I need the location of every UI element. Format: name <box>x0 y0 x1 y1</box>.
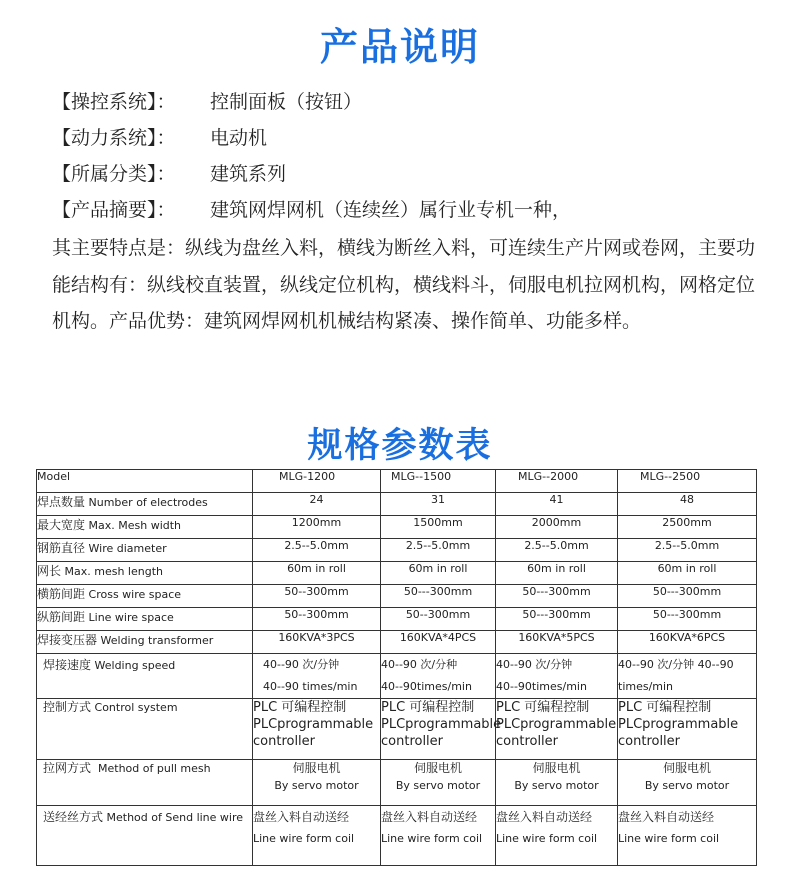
table-row <box>37 562 757 585</box>
table-cell-line: By servo motor <box>274 779 359 792</box>
spec-item-category <box>52 156 762 192</box>
table-row <box>37 493 757 516</box>
table-cell-line: Line wire form coil <box>618 832 720 845</box>
table-cell-line: 盘丝入料自动送经 <box>618 810 715 824</box>
spec-value: 控制面板（按钮） <box>210 91 363 113</box>
table-cell: 50--300mm <box>253 608 381 631</box>
row-label-en: Cross wire space <box>88 588 182 601</box>
table-cell-line: PLCprogrammable <box>496 717 617 732</box>
table-cell-line: controller <box>381 734 444 749</box>
spec-list <box>52 84 762 228</box>
row-label-en: Welding transformer <box>100 634 214 647</box>
table-cell: 2.5--5.0mm <box>496 539 618 562</box>
table-cell-line: PLC 可编程控制 <box>253 700 347 715</box>
table-cell: 50---300mm <box>496 608 618 631</box>
spec-item-control-system <box>52 84 762 120</box>
table-cell-line: 伺服电机 <box>292 761 341 775</box>
table-cell: 60m in roll <box>496 562 618 585</box>
row-label-en: Max. Mesh width <box>88 519 182 532</box>
spec-label: 【操控系统】： <box>52 91 176 113</box>
table-cell: 50--300mm <box>253 585 381 608</box>
table-cell: 160KVA*5PCS <box>496 631 618 654</box>
row-label-zh: 焊接变压器 <box>37 633 98 647</box>
table-cell-line: controller <box>253 734 316 749</box>
table-cell: 50---300mm <box>618 608 757 631</box>
row-label-en: Welding speed <box>94 659 176 672</box>
table-cell-line: 盘丝入料自动送经 <box>496 810 593 824</box>
spec-item-summary <box>52 192 762 228</box>
spec-label: 【动力系统】： <box>52 127 176 149</box>
table-cell: 24 <box>253 493 381 516</box>
table-cell: 160KVA*6PCS <box>618 631 757 654</box>
row-label-en: Wire diameter <box>88 542 167 555</box>
table-cell-line: PLC 可编程控制 <box>496 700 590 715</box>
table-cell: 2.5--5.0mm <box>253 539 381 562</box>
table-cell: 50---300mm <box>496 585 618 608</box>
table-header-row <box>37 470 757 493</box>
table-title: 规格参数表 <box>307 426 493 466</box>
table-cell-line: 40--90 次/分钟 <box>496 658 573 671</box>
row-label-zh: 钢筋直径 <box>37 541 86 555</box>
header-mlg-1200: MLG-1200 <box>253 470 381 493</box>
table-cell-line: controller <box>496 734 559 749</box>
row-label-zh: 送经丝方式 <box>43 810 104 824</box>
spec-table <box>36 469 757 866</box>
table-cell: 2500mm <box>618 516 757 539</box>
header-mlg-2000: MLG--2000 <box>496 470 618 493</box>
table-cell-line: times/min <box>618 680 674 693</box>
table-cell-line: 40--90times/min <box>496 680 587 693</box>
table-cell-line: 40--90 times/min <box>263 680 358 693</box>
table-cell-line: By servo motor <box>514 779 599 792</box>
row-label-zh: 网长 <box>37 564 62 578</box>
table-cell: 1200mm <box>253 516 381 539</box>
table-cell: 160KVA*3PCS <box>253 631 381 654</box>
table-row <box>37 608 757 631</box>
table-cell: 2000mm <box>496 516 618 539</box>
table-cell-line: 40--90 次/分钟 40--90 <box>618 658 734 671</box>
table-cell: 48 <box>618 493 757 516</box>
spec-value: 电动机 <box>210 127 268 149</box>
table-row <box>37 516 757 539</box>
spec-label: 【产品摘要】： <box>52 199 176 221</box>
table-cell-line: 40--90 次/分钟 <box>263 658 340 671</box>
table-cell-line: Line wire form coil <box>496 832 598 845</box>
row-label-en: Method of pull mesh <box>98 762 211 775</box>
table-cell-line: By servo motor <box>395 779 481 792</box>
table-row-welding-speed <box>37 654 757 699</box>
table-cell-line: 伺服电机 <box>413 761 462 775</box>
table-cell-line: PLCprogrammable <box>381 717 502 732</box>
table-cell-line: 盘丝入料自动送经 <box>253 810 350 824</box>
table-cell: 2.5--5.0mm <box>381 539 496 562</box>
table-cell-line: Line wire form coil <box>381 832 483 845</box>
row-label-zh: 拉网方式 <box>43 761 92 775</box>
table-cell-line: PLC 可编程控制 <box>381 700 475 715</box>
spec-value: 建筑网焊网机（连续丝）属行业专机一种， <box>210 199 572 221</box>
table-cell-line: 伺服电机 <box>662 761 711 775</box>
table-row-control-system <box>37 699 757 760</box>
header-mlg-2500: MLG--2500 <box>618 470 757 493</box>
table-row <box>37 585 757 608</box>
page-title: 产品说明 <box>319 25 480 69</box>
row-label-zh: 最大宽度 <box>37 518 86 532</box>
table-cell-line: PLCprogrammable <box>253 717 374 732</box>
table-cell: 1500mm <box>381 516 496 539</box>
row-label-zh: 焊点数量 <box>37 495 86 509</box>
table-cell-line: 40--90 次/分种 <box>381 658 458 671</box>
table-cell-line: Line wire form coil <box>253 832 355 845</box>
table-row <box>37 539 757 562</box>
row-label-en: Line wire space <box>88 611 174 624</box>
table-cell: 160KVA*4PCS <box>381 631 496 654</box>
row-label-zh: 焊接速度 <box>43 658 92 672</box>
table-cell-line: 40--90times/min <box>381 680 472 693</box>
table-cell-line: controller <box>618 734 681 749</box>
product-description: 其主要特点是：纵线为盘丝入料，横线为断丝入料，可连续生产片网或卷网，主要功能结构有：纵线校直装置，纵线定位机构，横线料斗，伺服电机拉网机构，网格定位机构。产品优势：建筑网焊网机机械结构紧凑、操作简单、功能多样。 <box>52 237 756 332</box>
spec-item-power-system <box>52 120 762 156</box>
table-cell: 60m in roll <box>253 562 381 585</box>
table-cell: 50---300mm <box>618 585 757 608</box>
table-cell: 60m in roll <box>618 562 757 585</box>
table-row-pull-mesh <box>37 760 757 806</box>
table-row <box>37 631 757 654</box>
row-label-en: Method of Send line wire <box>106 811 244 824</box>
table-cell: 60m in roll <box>381 562 496 585</box>
header-mlg-1500: MLG--1500 <box>381 470 496 493</box>
table-cell: 41 <box>496 493 618 516</box>
row-label-zh: 横筋间距 <box>37 587 86 601</box>
spec-value: 建筑系列 <box>210 163 287 185</box>
table-cell: 2.5--5.0mm <box>618 539 757 562</box>
table-cell-line: PLCprogrammable <box>618 717 739 732</box>
table-cell: 50--300mm <box>381 608 496 631</box>
header-model: Model <box>37 470 253 493</box>
table-cell-line: 盘丝入料自动送经 <box>381 810 478 824</box>
row-label-en: Control system <box>94 701 178 714</box>
table-cell: 50---300mm <box>381 585 496 608</box>
table-cell-line: PLC 可编程控制 <box>618 700 712 715</box>
row-label-zh: 控制方式 <box>43 700 92 714</box>
table-cell-line: 伺服电机 <box>532 761 581 775</box>
table-cell-line: By servo motor <box>644 779 730 792</box>
table-cell: 31 <box>381 493 496 516</box>
spec-label: 【所属分类】： <box>52 163 176 185</box>
row-label-zh: 纵筋间距 <box>37 610 86 624</box>
row-label-en: Number of electrodes <box>88 496 208 509</box>
table-row-send-wire <box>37 806 757 866</box>
row-label-en: Max. mesh length <box>64 565 163 578</box>
